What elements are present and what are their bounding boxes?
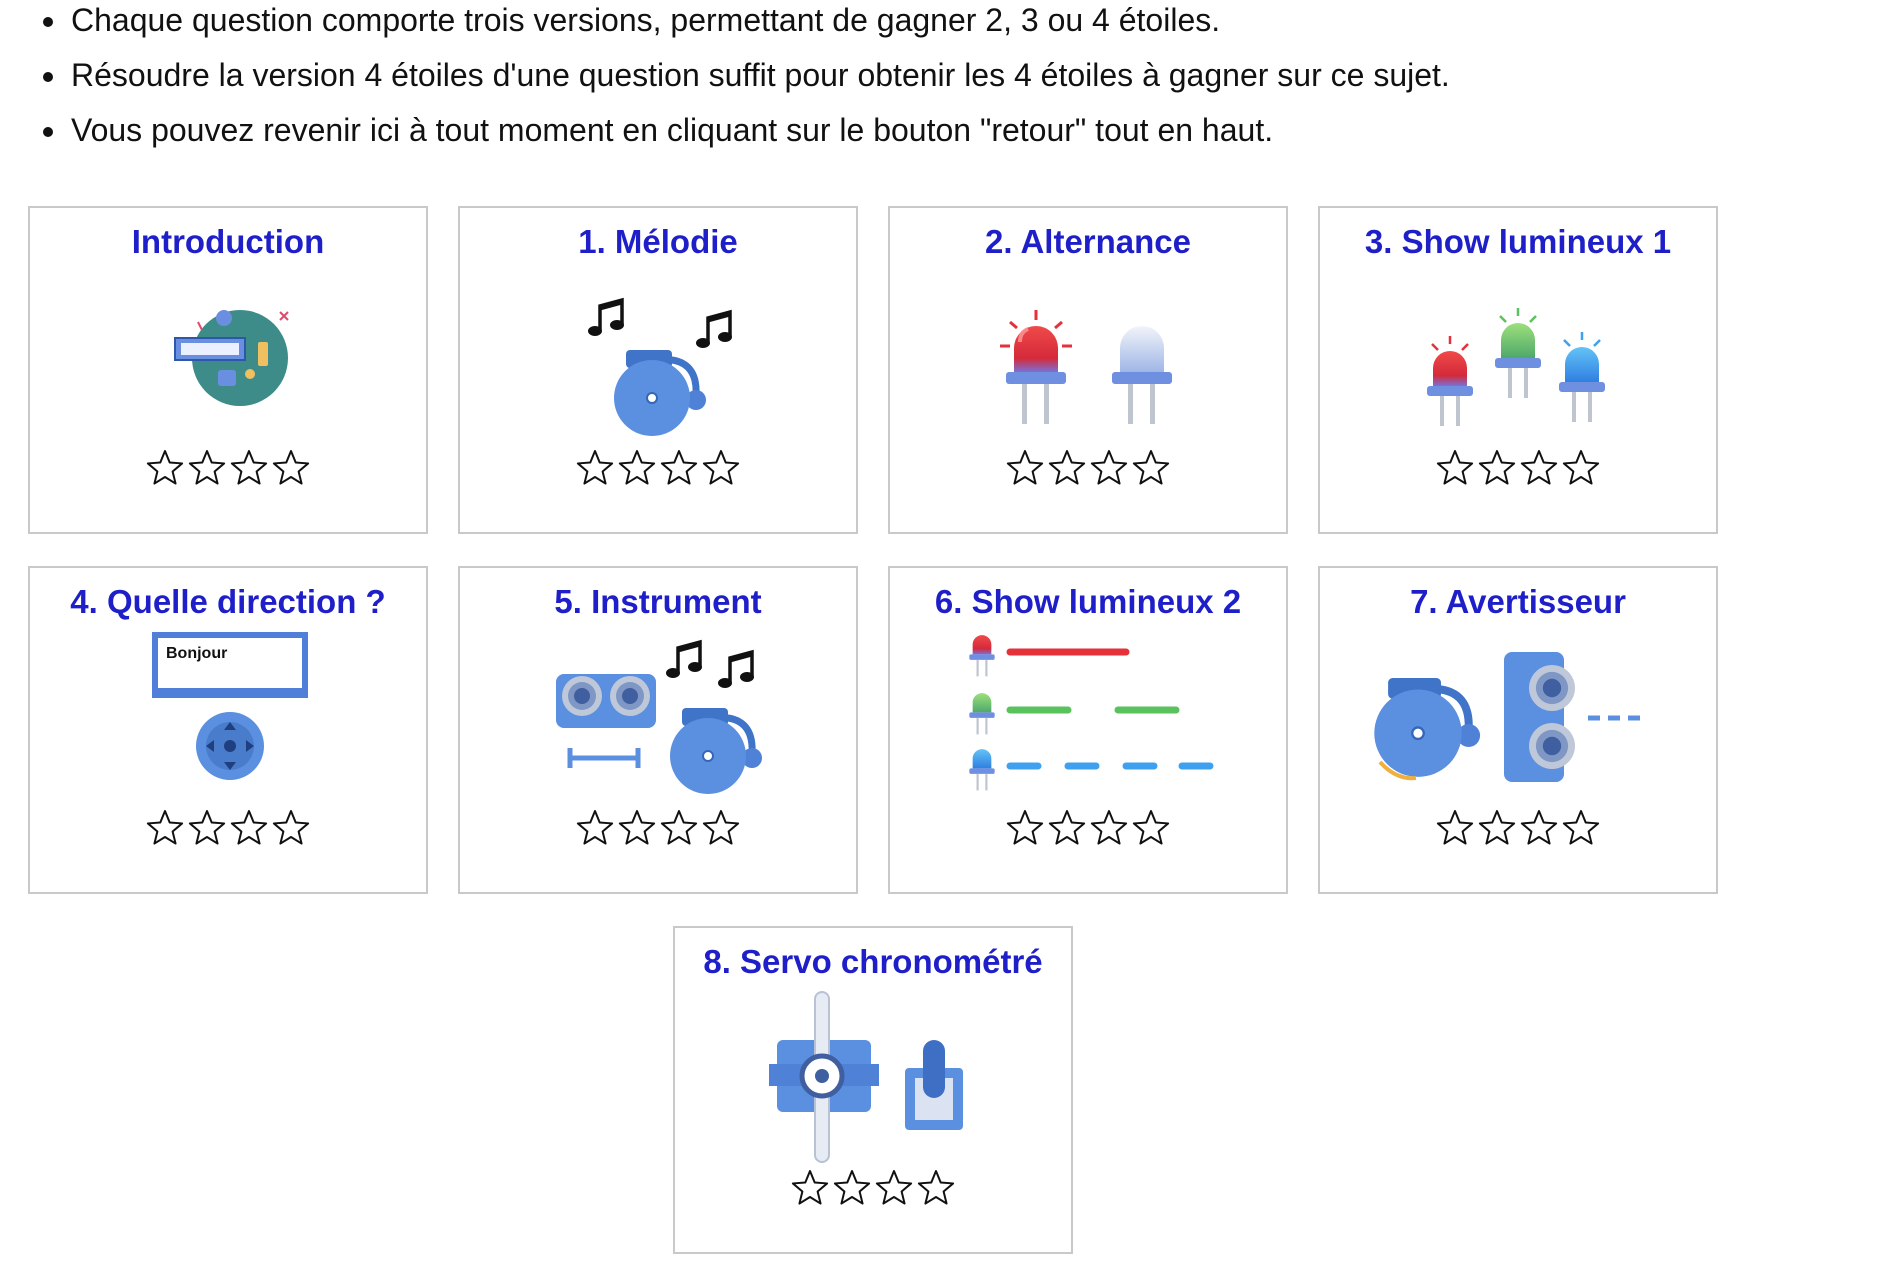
card-servo-chronometre[interactable] (673, 926, 1073, 1254)
star-empty-icon (1435, 808, 1475, 848)
star-empty-icon (1089, 448, 1129, 488)
star-empty-icon (575, 448, 615, 488)
card-title[interactable]: 1. Mélodie (578, 223, 738, 260)
star-empty-icon (187, 448, 227, 488)
screen-text: Bonjour (166, 645, 228, 662)
card-show-lumineux-1[interactable] (1318, 206, 1718, 534)
distance-sensor-buzzer-icon (460, 630, 860, 808)
stars-rating (1320, 448, 1716, 492)
card-title[interactable]: 2. Alternance (984, 223, 1192, 260)
stars-rating (890, 808, 1286, 852)
star-empty-icon (916, 1168, 956, 1208)
red-and-white-leds-icon (890, 270, 1290, 448)
star-empty-icon (1047, 448, 1087, 488)
servo-and-joystick-icon (675, 990, 1075, 1168)
card-introduction[interactable] (28, 206, 428, 534)
stars-rating (890, 448, 1286, 492)
star-empty-icon (1477, 808, 1517, 848)
buzzer-and-ultrasonic-sensor-icon (1320, 630, 1720, 808)
star-empty-icon (701, 808, 741, 848)
star-empty-icon (1131, 808, 1171, 848)
card-title[interactable]: 7. Avertisseur (1410, 583, 1626, 620)
stars-rating (1320, 808, 1716, 852)
card-title[interactable]: 6. Show lumineux 2 (934, 583, 1242, 620)
star-empty-icon (271, 808, 311, 848)
star-empty-icon (187, 808, 227, 848)
stars-rating (675, 1168, 1071, 1212)
star-empty-icon (1519, 808, 1559, 848)
star-empty-icon (1561, 808, 1601, 848)
three-color-leds-icon (1320, 270, 1720, 448)
star-empty-icon (701, 448, 741, 488)
star-empty-icon (271, 448, 311, 488)
microcontroller-board-icon (30, 270, 430, 448)
card-alternance[interactable] (888, 206, 1288, 534)
card-quelle-direction[interactable] (28, 566, 428, 894)
buzzer-music-notes-icon (460, 270, 860, 448)
star-empty-icon (832, 1168, 872, 1208)
card-title[interactable]: 3. Show lumineux 1 (1364, 223, 1672, 260)
star-empty-icon (229, 808, 269, 848)
star-empty-icon (1131, 448, 1171, 488)
star-empty-icon (145, 448, 185, 488)
star-empty-icon (1477, 448, 1517, 488)
rule-item: Vous pouvez revenir ici à tout moment en cliquant sur le bouton "retour" tout en haut. (35, 110, 1835, 165)
stars-rating (460, 448, 856, 492)
star-empty-icon (659, 808, 699, 848)
card-title[interactable]: 5. Instrument (554, 583, 762, 620)
card-avertisseur[interactable] (1318, 566, 1718, 894)
star-empty-icon (575, 808, 615, 848)
star-empty-icon (874, 1168, 914, 1208)
card-melodie[interactable] (458, 206, 858, 534)
rule-item: Résoudre la version 4 étoiles d'une question suffit pour obtenir les 4 étoiles à gagner sur ce sujet. (35, 55, 1835, 110)
rule-item: Chaque question comporte trois versions, permettant de gagner 2, 3 ou 4 étoiles. (35, 0, 1835, 55)
stars-rating (30, 448, 426, 492)
star-empty-icon (1005, 808, 1045, 848)
star-empty-icon (1561, 448, 1601, 488)
card-show-lumineux-2[interactable] (888, 566, 1288, 894)
card-title[interactable]: 8. Servo chronométré (703, 943, 1043, 980)
star-empty-icon (145, 808, 185, 848)
star-empty-icon (617, 808, 657, 848)
star-empty-icon (229, 448, 269, 488)
card-instrument[interactable] (458, 566, 858, 894)
star-empty-icon (1519, 448, 1559, 488)
star-empty-icon (1089, 808, 1129, 848)
led-timing-diagram-icon (890, 630, 1290, 808)
star-empty-icon (1435, 448, 1475, 488)
star-empty-icon (659, 448, 699, 488)
star-empty-icon (617, 448, 657, 488)
rules-list (35, 0, 1835, 165)
star-empty-icon (1047, 808, 1087, 848)
card-title[interactable]: Introduction (131, 223, 325, 260)
card-title[interactable]: 4. Quelle direction ? (70, 583, 386, 620)
star-empty-icon (790, 1168, 830, 1208)
star-empty-icon (1005, 448, 1045, 488)
stars-rating (460, 808, 856, 852)
stars-rating (30, 808, 426, 852)
screen-and-dpad-icon (30, 630, 430, 808)
